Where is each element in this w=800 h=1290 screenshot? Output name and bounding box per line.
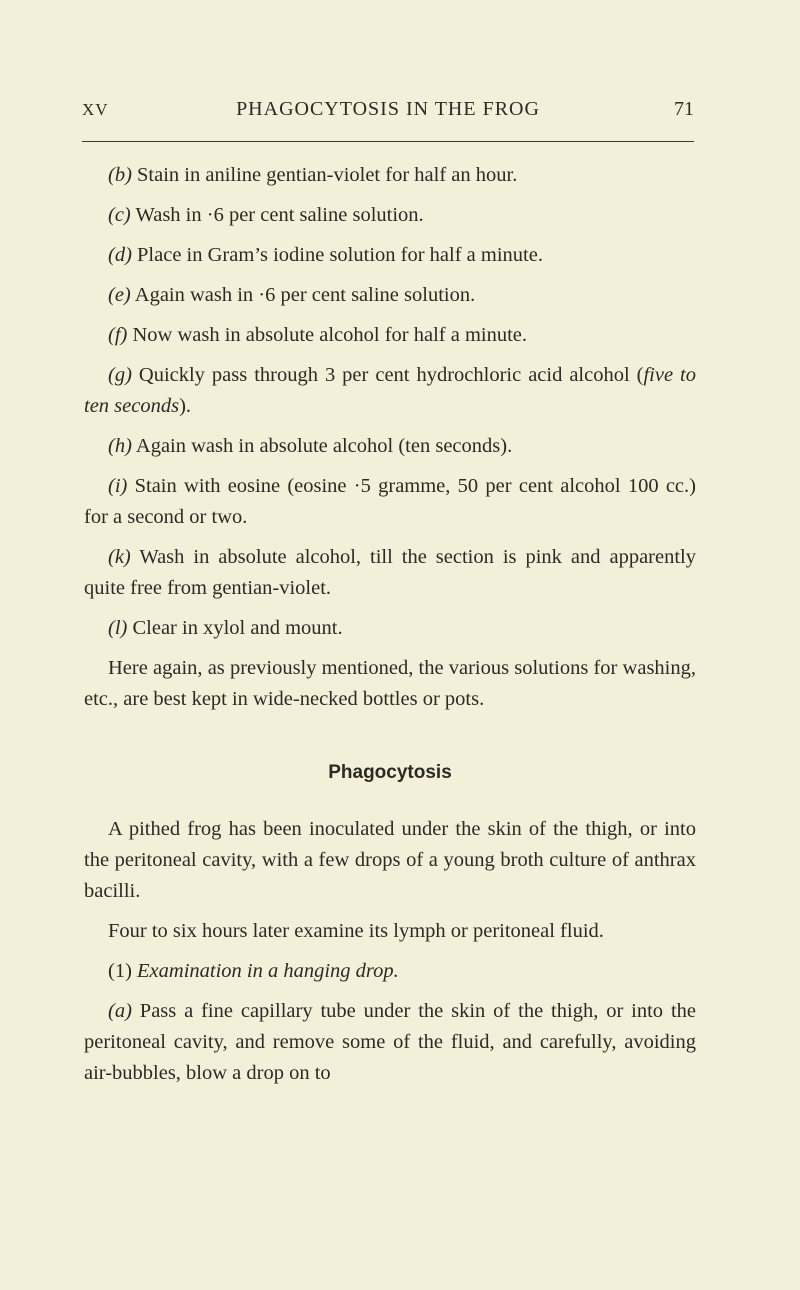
- examination-heading: [84, 956, 696, 987]
- step-e: [84, 280, 696, 311]
- page-body: [84, 160, 696, 1098]
- step-text: Again wash in absolute alcohol (ten seconds).: [131, 435, 513, 457]
- step-text-end: ).: [179, 395, 192, 417]
- step-text: Clear in xylol and mount.: [127, 617, 343, 639]
- step-label: (a): [108, 1000, 132, 1022]
- step-h: [84, 431, 696, 462]
- step-l: [84, 613, 696, 644]
- step-italic-text: five to ten seconds: [84, 364, 696, 417]
- step-text: Wash in absolute alcohol, till the section is pink and apparently quite free from gentian-violet.: [84, 546, 696, 599]
- paragraph-pithed-frog: A pithed frog has been inoculated under the skin of the thigh, or into the peritoneal cavity, with a few drops of a young broth culture of anthrax bacilli.: [84, 818, 696, 902]
- running-head: [82, 98, 694, 128]
- step-label: (g): [108, 364, 132, 386]
- step-text: Stain in aniline gentian-violet for half an hour.: [131, 164, 518, 186]
- step-g: [84, 360, 696, 422]
- exam-number: (1): [108, 960, 132, 982]
- paragraph-four-hours: Four to six hours later examine its lymph or peritoneal fluid.: [108, 920, 604, 942]
- step-f: [84, 320, 696, 351]
- step-label: (b): [108, 164, 132, 186]
- header-rule: [82, 141, 694, 142]
- step-label: (h): [108, 435, 132, 457]
- step-label: (e): [108, 284, 131, 306]
- page-title: PHAGOCYTOSIS IN THE FROG: [236, 98, 540, 120]
- step-text: Stain with eosine (eosine ·5 gramme, 50 per cent alcohol 100 cc.) for a second or two.: [84, 475, 696, 528]
- step-text: Place in Gram’s iodine solution for half a minute.: [131, 244, 543, 266]
- step-label: (i): [108, 475, 128, 497]
- step-a: [84, 996, 696, 1089]
- chapter-number: XV: [82, 100, 109, 119]
- step-text: Wash in ·6 per cent saline solution.: [130, 204, 424, 226]
- page-number: 71: [674, 98, 694, 120]
- section-heading: Phagocytosis: [328, 762, 452, 783]
- step-label: (d): [108, 244, 132, 266]
- step-text: Pass a fine capillary tube under the skin of the thigh, or into the peritoneal cavity, and remove some of the fluid, and carefully, avoiding air-bubbles, blow a drop on to: [84, 1000, 696, 1084]
- step-text: Again wash in ·6 per cent saline solution.: [130, 284, 476, 306]
- step-label: (f): [108, 324, 128, 346]
- step-text: Now wash in absolute alcohol for half a minute.: [127, 324, 528, 346]
- step-i: [84, 471, 696, 533]
- step-c: [84, 200, 696, 231]
- step-text: Quickly pass through 3 per cent hydrochloric acid alcohol (: [131, 364, 644, 386]
- step-d: [84, 240, 696, 271]
- step-b: [84, 160, 696, 191]
- step-label: (c): [108, 204, 131, 226]
- step-label: (k): [108, 546, 131, 568]
- paragraph-here-again: Here again, as previously mentioned, the various solutions for washing, etc., are best kept in wide-necked bottles or pots.: [84, 657, 696, 710]
- step-k: [84, 542, 696, 604]
- exam-title: Examination in a hanging drop.: [131, 960, 399, 982]
- step-label: (l): [108, 617, 128, 639]
